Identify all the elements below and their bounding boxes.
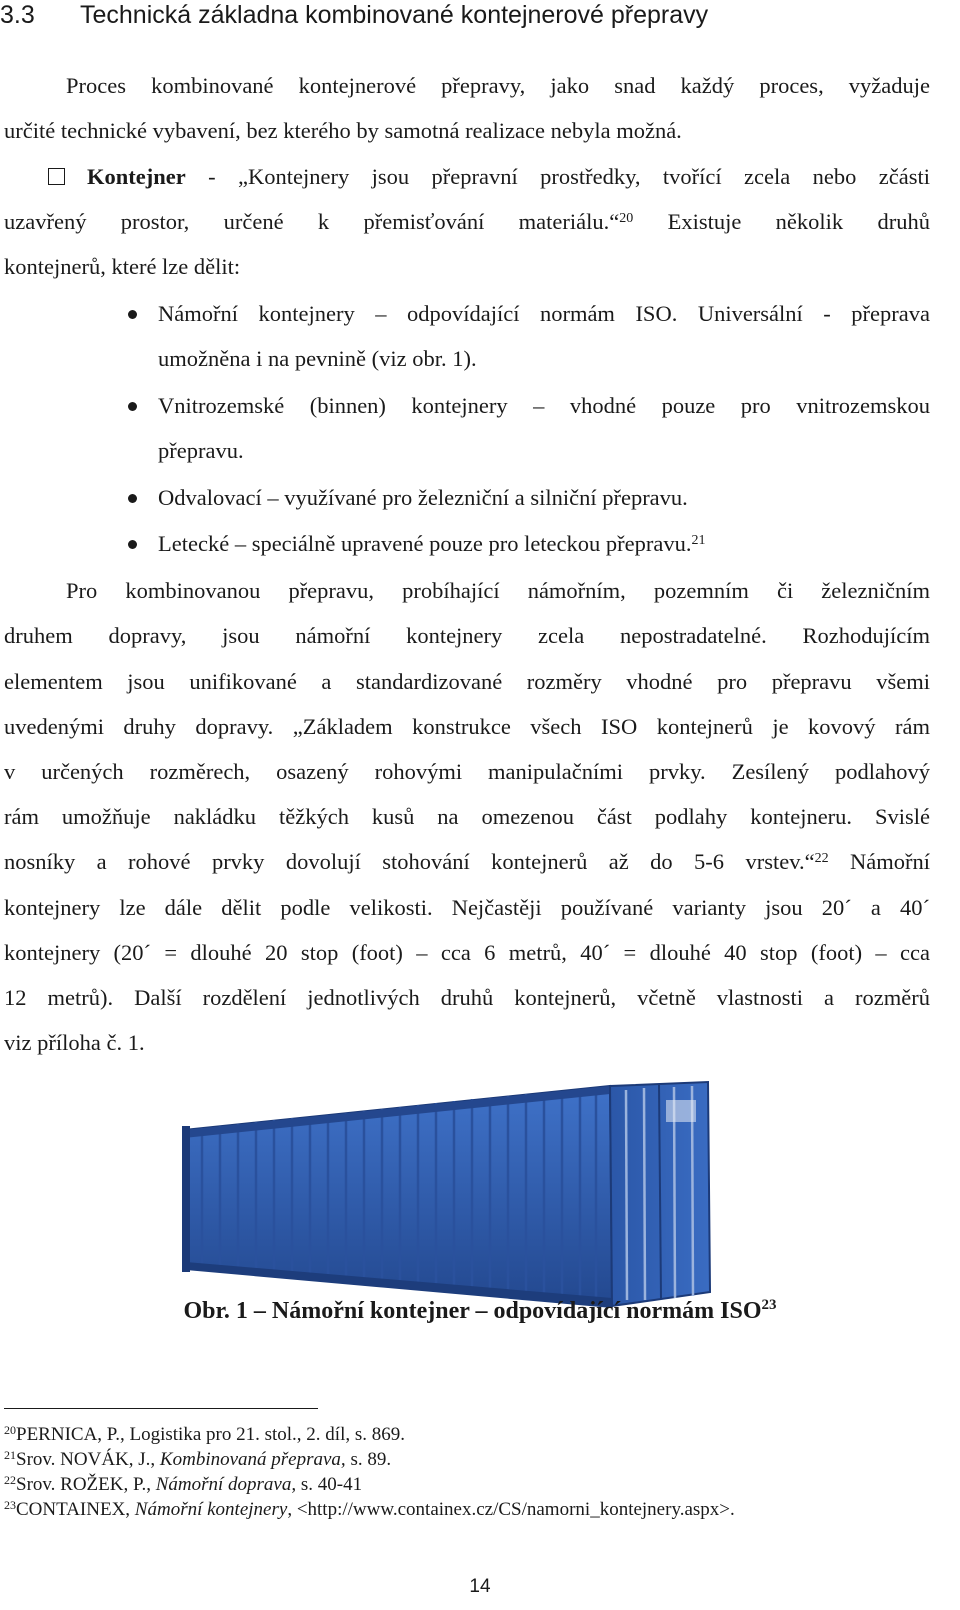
- para2-line-7: nosníky a rohové prvky dovolují stohování kontejnerů až do 5-6 vrstev.“$^{22}$ Námořní: [4, 849, 930, 874]
- page-number: 14: [469, 1576, 491, 1597]
- footnote-ref-21: 21: [691, 533, 706, 548]
- para2-line-10: 12 metrů). Další rozdělení jednotlivých druhů kontejnerů, včetně vlastnosti a rozměrů: [4, 985, 930, 1010]
- bullet-dot-icon: [128, 494, 137, 503]
- para2-line-11: viz příloha č. 1.: [4, 1030, 145, 1055]
- bullet-3-line-1: Odvalovací – využívané pro železniční a silniční přepravu.: [158, 485, 688, 510]
- bullet-dot-icon: [128, 540, 137, 549]
- definition-line-1: [4, 163, 930, 191]
- para2-line-5: v určených rozměrech, osazený rohovými manipulačními prvky. Zesílený podlahový: [4, 759, 930, 784]
- para2-line-6: rám umožňuje nakládku těžkých kusů na omezenou část podlahy kontejneru. Svislé: [4, 804, 930, 829]
- footnote-20: $^{20}$PERNICA, P., Logistika pro 21. stol., 2. díl, s. 869.: [4, 1423, 405, 1445]
- bullet-1-line-1: Námořní kontejnery – odpovídající normám ISO. Universální - přeprava: [158, 301, 930, 326]
- para2-line-9: kontejnery (20´ = dlouhé 20 stop (foot) – cca 6 metrů, 40´ = dlouhé 40 stop (foot) – cca: [4, 940, 930, 965]
- bullet-dot-icon: [128, 310, 137, 319]
- intro-line-1: Proces kombinované kontejnerové přepravy, jako snad každý proces, vyžaduje: [66, 73, 930, 98]
- footnote-21: $^{21}$Srov. NOVÁK, J., Kombinovaná přeprava, s. 89.: [4, 1448, 392, 1470]
- intro-line-2: určité technické vybavení, bez kterého by samotná realizace nebyla možná.: [4, 118, 682, 143]
- checkbox-bullet-icon: [48, 168, 65, 185]
- para2-line-1: Pro kombinovanou přepravu, probíhající námořním, pozemním či železničním: [66, 578, 930, 603]
- section-title: Technická základna kombinované kontejnerové přepravy: [80, 1, 709, 29]
- shipping-container-image: [180, 1078, 740, 1318]
- figure-caption: Obr. 1 – Námořní kontejner – odpovídající normám ISO$^{23}$: [183, 1297, 777, 1324]
- bullet-4-line-1: Letecké – speciálně upravené pouze pro leteckou přepravu.$^{21}$: [158, 531, 706, 556]
- bullet-2-line-1: Vnitrozemské (binnen) kontejnery – vhodné pouze pro vnitrozemskou: [158, 393, 930, 418]
- section-number: 3.3: [0, 1, 35, 29]
- para2-line-3: elementem jsou unifikované a standardizované rozměry vhodné pro přepravu všemi: [4, 669, 930, 694]
- para2-line-4: uvedenými druhy dopravy. „Základem konstrukce všech ISO kontejnerů je kovový rám: [4, 714, 930, 739]
- definition-term: Kontejner: [87, 164, 186, 189]
- footnote-ref-20: 20: [619, 211, 634, 226]
- definition-line-2: uzavřený prostor, určené k přemisťování materiálu.“$^{20}$ Existuje několik druhů: [4, 209, 930, 234]
- section-heading: [0, 0, 708, 30]
- para2-line-2: druhem dopravy, jsou námořní kontejnery zcela nepostradatelné. Rozhodujícím: [4, 623, 930, 648]
- footnote-ref-22: 22: [814, 851, 829, 866]
- bullet-1-line-2: umožněna i na pevnině (viz obr. 1).: [158, 346, 477, 371]
- footnote-ref-23: 23: [761, 1297, 777, 1313]
- bullet-2-line-2: přepravu.: [158, 438, 244, 463]
- definition-line-3: kontejnerů, které lze dělit:: [4, 254, 241, 279]
- footnote-separator: [4, 1408, 318, 1409]
- footnote-23: $^{23}$CONTAINEX, Námořní kontejnery, <http://www.containex.cz/CS/namorni_kontejnery.aspx>.: [4, 1498, 735, 1520]
- para2-line-8: kontejnery lze dále dělit podle velikosti. Nejčastěji používané varianty jsou 20´ a 40´: [4, 895, 930, 920]
- definition-text-1: - „Kontejnery jsou přepravní prostředky, tvořící zcela nebo zčásti: [185, 164, 930, 189]
- footnote-22: $^{22}$Srov. ROŽEK, P., Námořní doprava, s. 40-41: [4, 1473, 363, 1495]
- bullet-dot-icon: [128, 402, 137, 411]
